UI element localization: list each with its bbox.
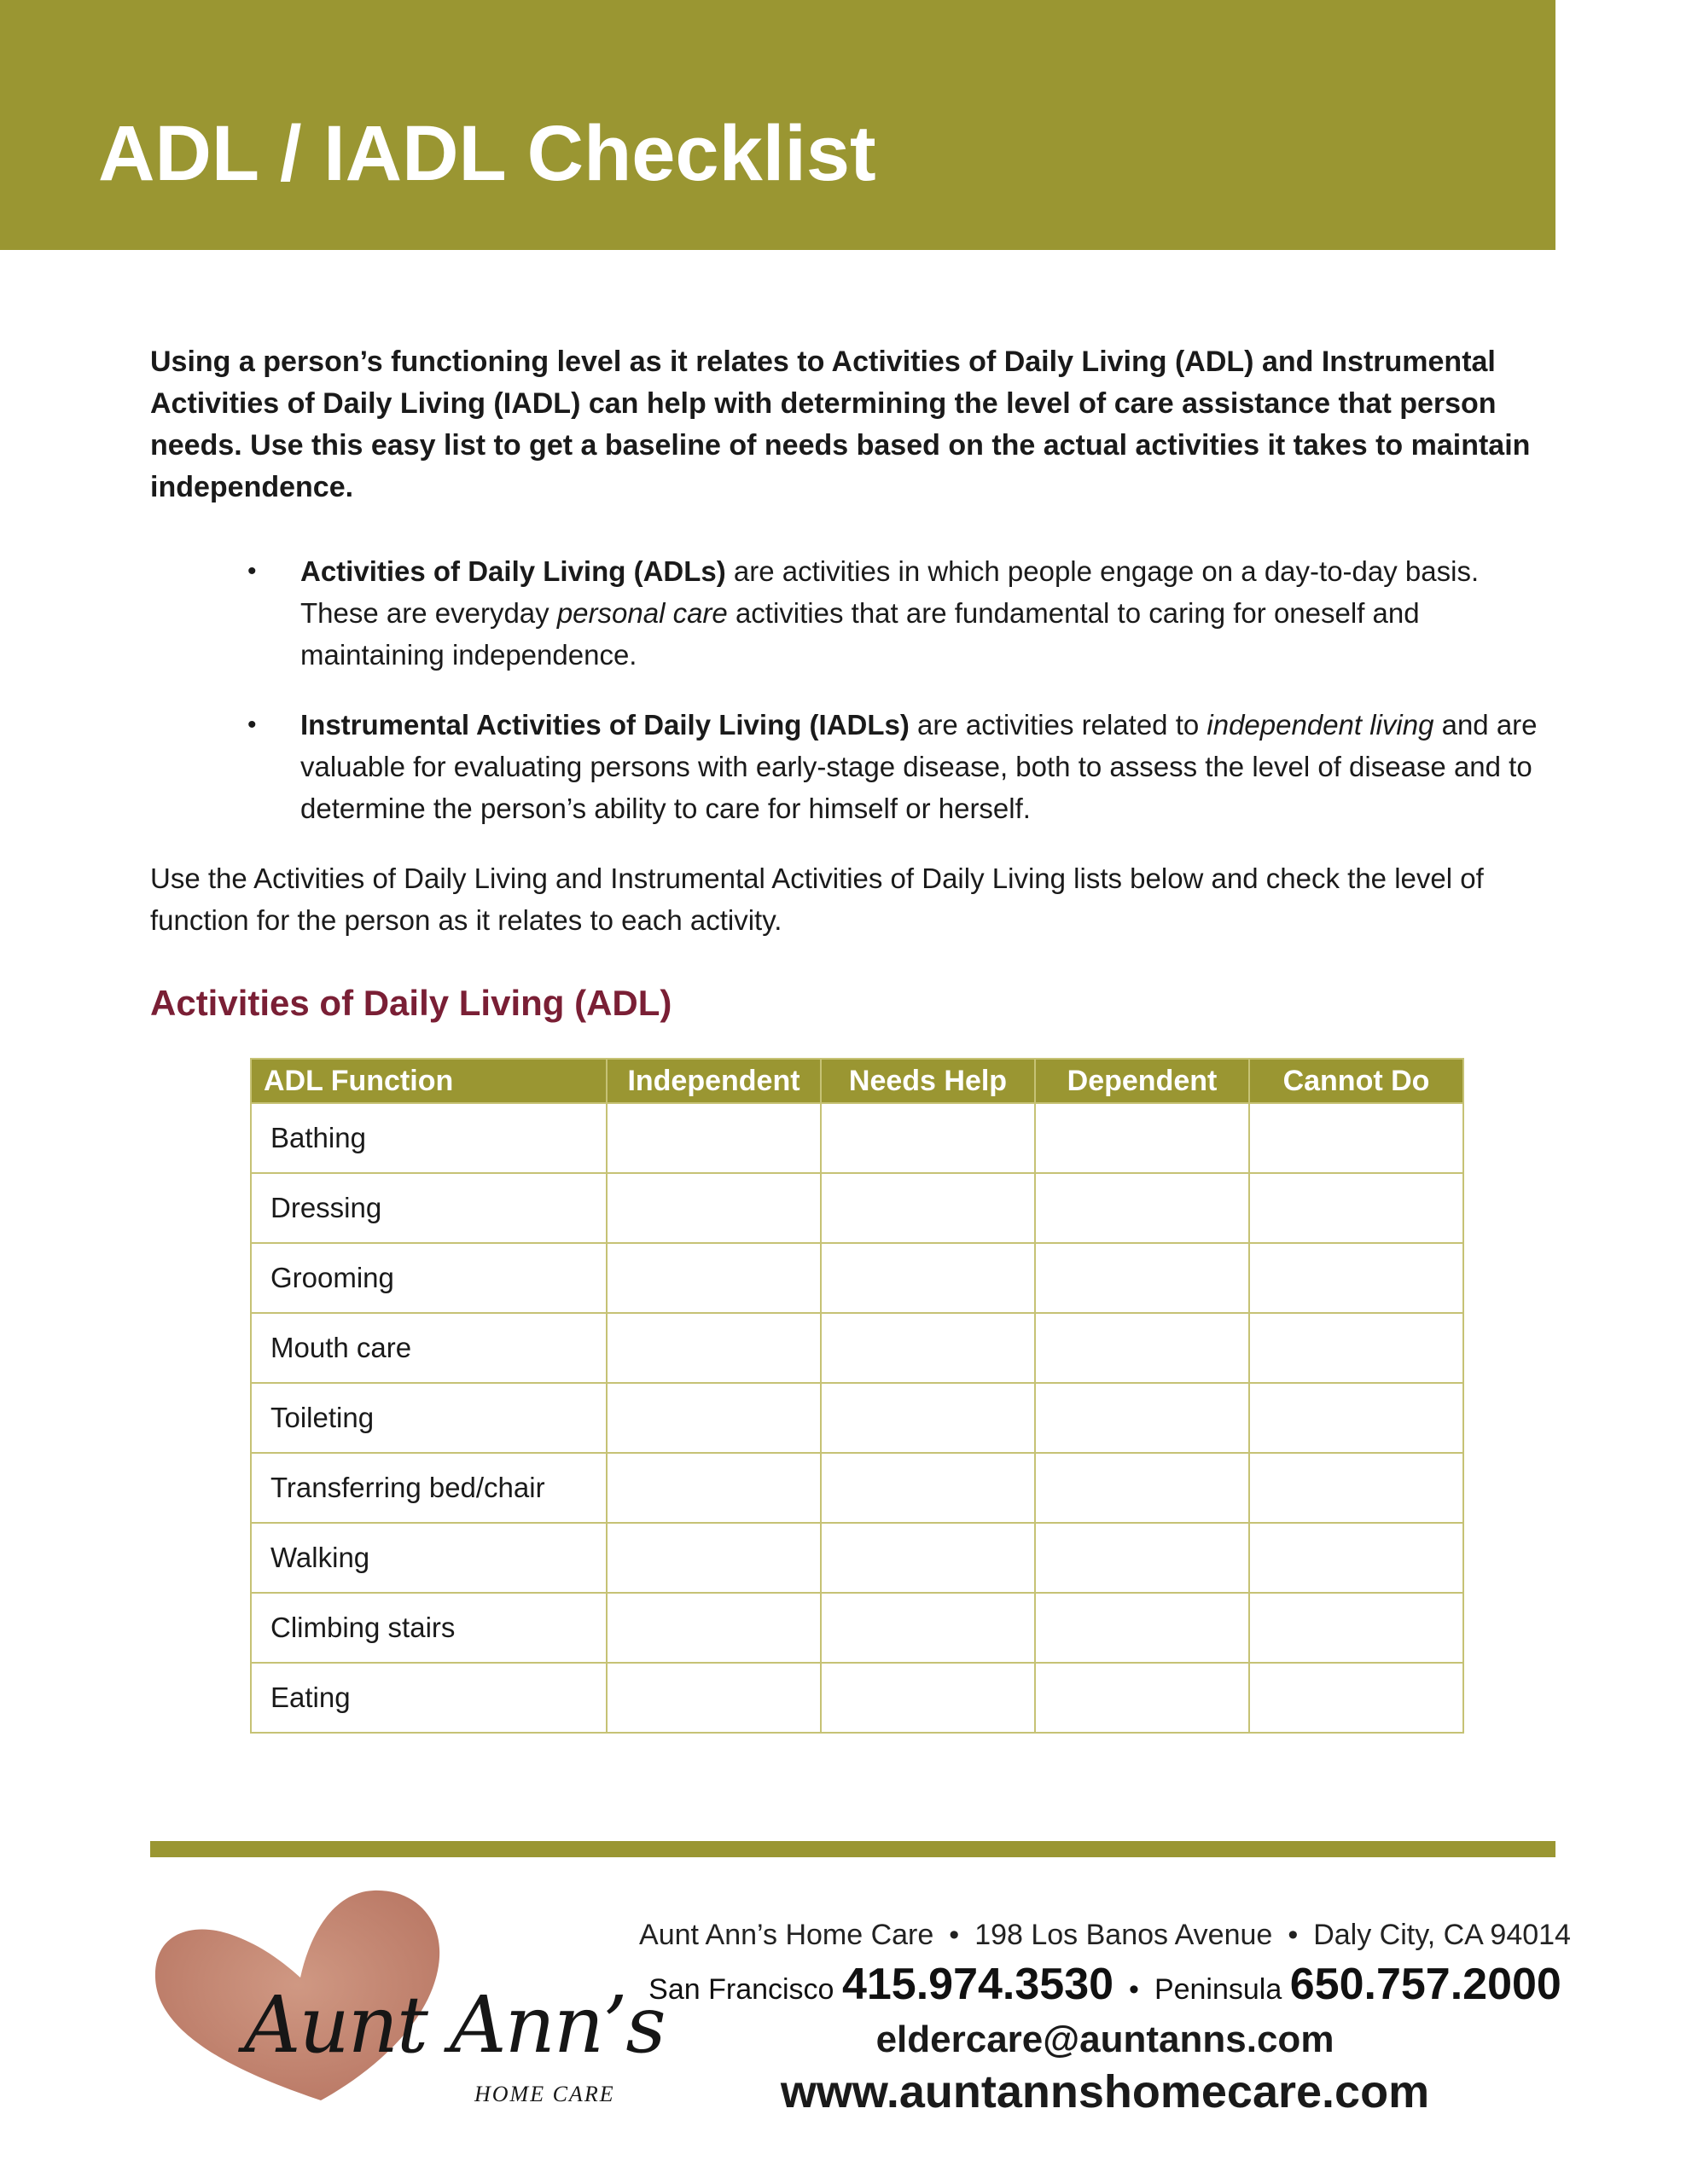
company-logo — [150, 1877, 665, 2116]
check-cell-dependent[interactable] — [1035, 1523, 1249, 1593]
check-cell-cannot-do[interactable] — [1249, 1663, 1463, 1733]
definition-emphasis: personal care — [556, 597, 728, 629]
definition-text: activities that are fundamental to caring for oneself and maintaining independence. — [300, 597, 1420, 671]
column-header: ADL Function — [251, 1059, 607, 1103]
definition-emphasis: independent living — [1206, 709, 1434, 741]
table-row — [251, 1243, 1463, 1313]
contact-block — [623, 1911, 1587, 2119]
separator-icon: • — [949, 1919, 960, 1951]
logo-subtitle: HOME CARE — [474, 2082, 615, 2106]
table-row — [251, 1523, 1463, 1593]
adl-function-label: Grooming — [251, 1243, 607, 1313]
check-cell-needs-help[interactable] — [821, 1523, 1035, 1593]
adl-table — [250, 1058, 1464, 1734]
peninsula-label: Peninsula — [1154, 1973, 1282, 2006]
check-cell-dependent[interactable] — [1035, 1383, 1249, 1453]
bullet-icon: • — [247, 711, 257, 739]
check-cell-dependent[interactable] — [1035, 1243, 1249, 1313]
phone-line — [623, 1959, 1587, 2015]
check-cell-needs-help[interactable] — [821, 1173, 1035, 1243]
term-adl: Activities of Daily Living (ADLs) — [300, 555, 726, 587]
check-cell-dependent[interactable] — [1035, 1173, 1249, 1243]
street-address: 198 Los Banos Avenue — [974, 1919, 1273, 1951]
check-cell-cannot-do[interactable] — [1249, 1453, 1463, 1523]
peninsula-phone[interactable]: 650.757.2000 — [1289, 1960, 1561, 2009]
table-row — [251, 1383, 1463, 1453]
sf-label: San Francisco — [648, 1973, 834, 2006]
adl-function-label: Eating — [251, 1663, 607, 1733]
check-cell-independent[interactable] — [607, 1313, 821, 1383]
adl-function-label: Bathing — [251, 1103, 607, 1173]
table-row — [251, 1593, 1463, 1663]
adl-function-label: Toileting — [251, 1383, 607, 1453]
usage-paragraph: Use the Activities of Daily Living and Instrumental Activities of Daily Living lists below and check the level of function for the person as it relates to each activity. — [150, 863, 1484, 936]
adl-function-label: Dressing — [251, 1173, 607, 1243]
definitions-list — [247, 550, 1538, 857]
table-row — [251, 1313, 1463, 1383]
city-state-zip: Daly City, CA 94014 — [1313, 1919, 1571, 1951]
definition-text: are activities in which people engage on a day-to-day basis. These are everyday — [300, 555, 1480, 629]
check-cell-dependent[interactable] — [1035, 1313, 1249, 1383]
check-cell-cannot-do[interactable] — [1249, 1593, 1463, 1663]
check-cell-dependent[interactable] — [1035, 1103, 1249, 1173]
check-cell-independent[interactable] — [607, 1593, 821, 1663]
separator-icon: • — [1288, 1919, 1299, 1951]
check-cell-independent[interactable] — [607, 1243, 821, 1313]
column-header: Dependent — [1035, 1059, 1249, 1103]
check-cell-cannot-do[interactable] — [1249, 1383, 1463, 1453]
check-cell-dependent[interactable] — [1035, 1663, 1249, 1733]
footer-divider — [150, 1841, 1555, 1857]
section-heading: Activities of Daily Living (ADL) — [150, 983, 672, 1023]
check-cell-dependent[interactable] — [1035, 1453, 1249, 1523]
sf-phone[interactable]: 415.974.3530 — [841, 1960, 1114, 2009]
check-cell-cannot-do[interactable] — [1249, 1103, 1463, 1173]
website-link[interactable]: www.auntannshomecare.com — [780, 2066, 1430, 2117]
check-cell-needs-help[interactable] — [821, 1103, 1035, 1173]
check-cell-needs-help[interactable] — [821, 1243, 1035, 1313]
intro-paragraph: Using a person’s functioning level as it relates to Activities of Daily Living (ADL) and Instrumental Activities of Daily Living (IADL) can help with determining the level of care assistance that person needs. Use this easy list to get a baseline of needs based on the actual activities it takes to maintain independence. — [150, 346, 1531, 503]
address-line — [623, 1911, 1587, 1959]
table-row — [251, 1103, 1463, 1173]
adl-function-label: Climbing stairs — [251, 1593, 607, 1663]
check-cell-needs-help[interactable] — [821, 1593, 1035, 1663]
check-cell-cannot-do[interactable] — [1249, 1243, 1463, 1313]
adl-function-label: Mouth care — [251, 1313, 607, 1383]
column-header: Independent — [607, 1059, 821, 1103]
table-row — [251, 1663, 1463, 1733]
check-cell-independent[interactable] — [607, 1523, 821, 1593]
check-cell-independent[interactable] — [607, 1453, 821, 1523]
logo-wordmark: Aunt Ann’s — [244, 1979, 665, 2071]
page-title: ADL / IADL Checklist — [98, 110, 876, 197]
list-item-iadl — [247, 704, 1538, 829]
table-row — [251, 1453, 1463, 1523]
check-cell-needs-help[interactable] — [821, 1383, 1035, 1453]
column-header: Needs Help — [821, 1059, 1035, 1103]
table-row — [251, 1173, 1463, 1243]
check-cell-cannot-do[interactable] — [1249, 1173, 1463, 1243]
adl-function-label: Walking — [251, 1523, 607, 1593]
email-link[interactable]: eldercare@auntanns.com — [875, 2018, 1334, 2060]
check-cell-needs-help[interactable] — [821, 1453, 1035, 1523]
column-header: Cannot Do — [1249, 1059, 1463, 1103]
check-cell-needs-help[interactable] — [821, 1313, 1035, 1383]
company-name: Aunt Ann’s Home Care — [639, 1919, 934, 1951]
check-cell-independent[interactable] — [607, 1663, 821, 1733]
header-band — [0, 0, 1555, 250]
definition-text: and are valuable for evaluating persons with early-stage disease, both to assess the level of disease and to determine the person’s ability to care for himself or herself. — [300, 709, 1538, 824]
term-iadl: Instrumental Activities of Daily Living (IADLs) — [300, 709, 910, 741]
check-cell-cannot-do[interactable] — [1249, 1523, 1463, 1593]
table-header-row — [251, 1059, 1463, 1103]
definition-text: are activities related to — [909, 709, 1207, 741]
check-cell-independent[interactable] — [607, 1383, 821, 1453]
check-cell-independent[interactable] — [607, 1173, 821, 1243]
bullet-icon: • — [247, 557, 257, 585]
check-cell-needs-help[interactable] — [821, 1663, 1035, 1733]
check-cell-dependent[interactable] — [1035, 1593, 1249, 1663]
list-item-adl — [247, 550, 1538, 676]
adl-function-label: Transferring bed/chair — [251, 1453, 607, 1523]
check-cell-independent[interactable] — [607, 1103, 821, 1173]
separator-icon: • — [1129, 1973, 1139, 2006]
check-cell-cannot-do[interactable] — [1249, 1313, 1463, 1383]
